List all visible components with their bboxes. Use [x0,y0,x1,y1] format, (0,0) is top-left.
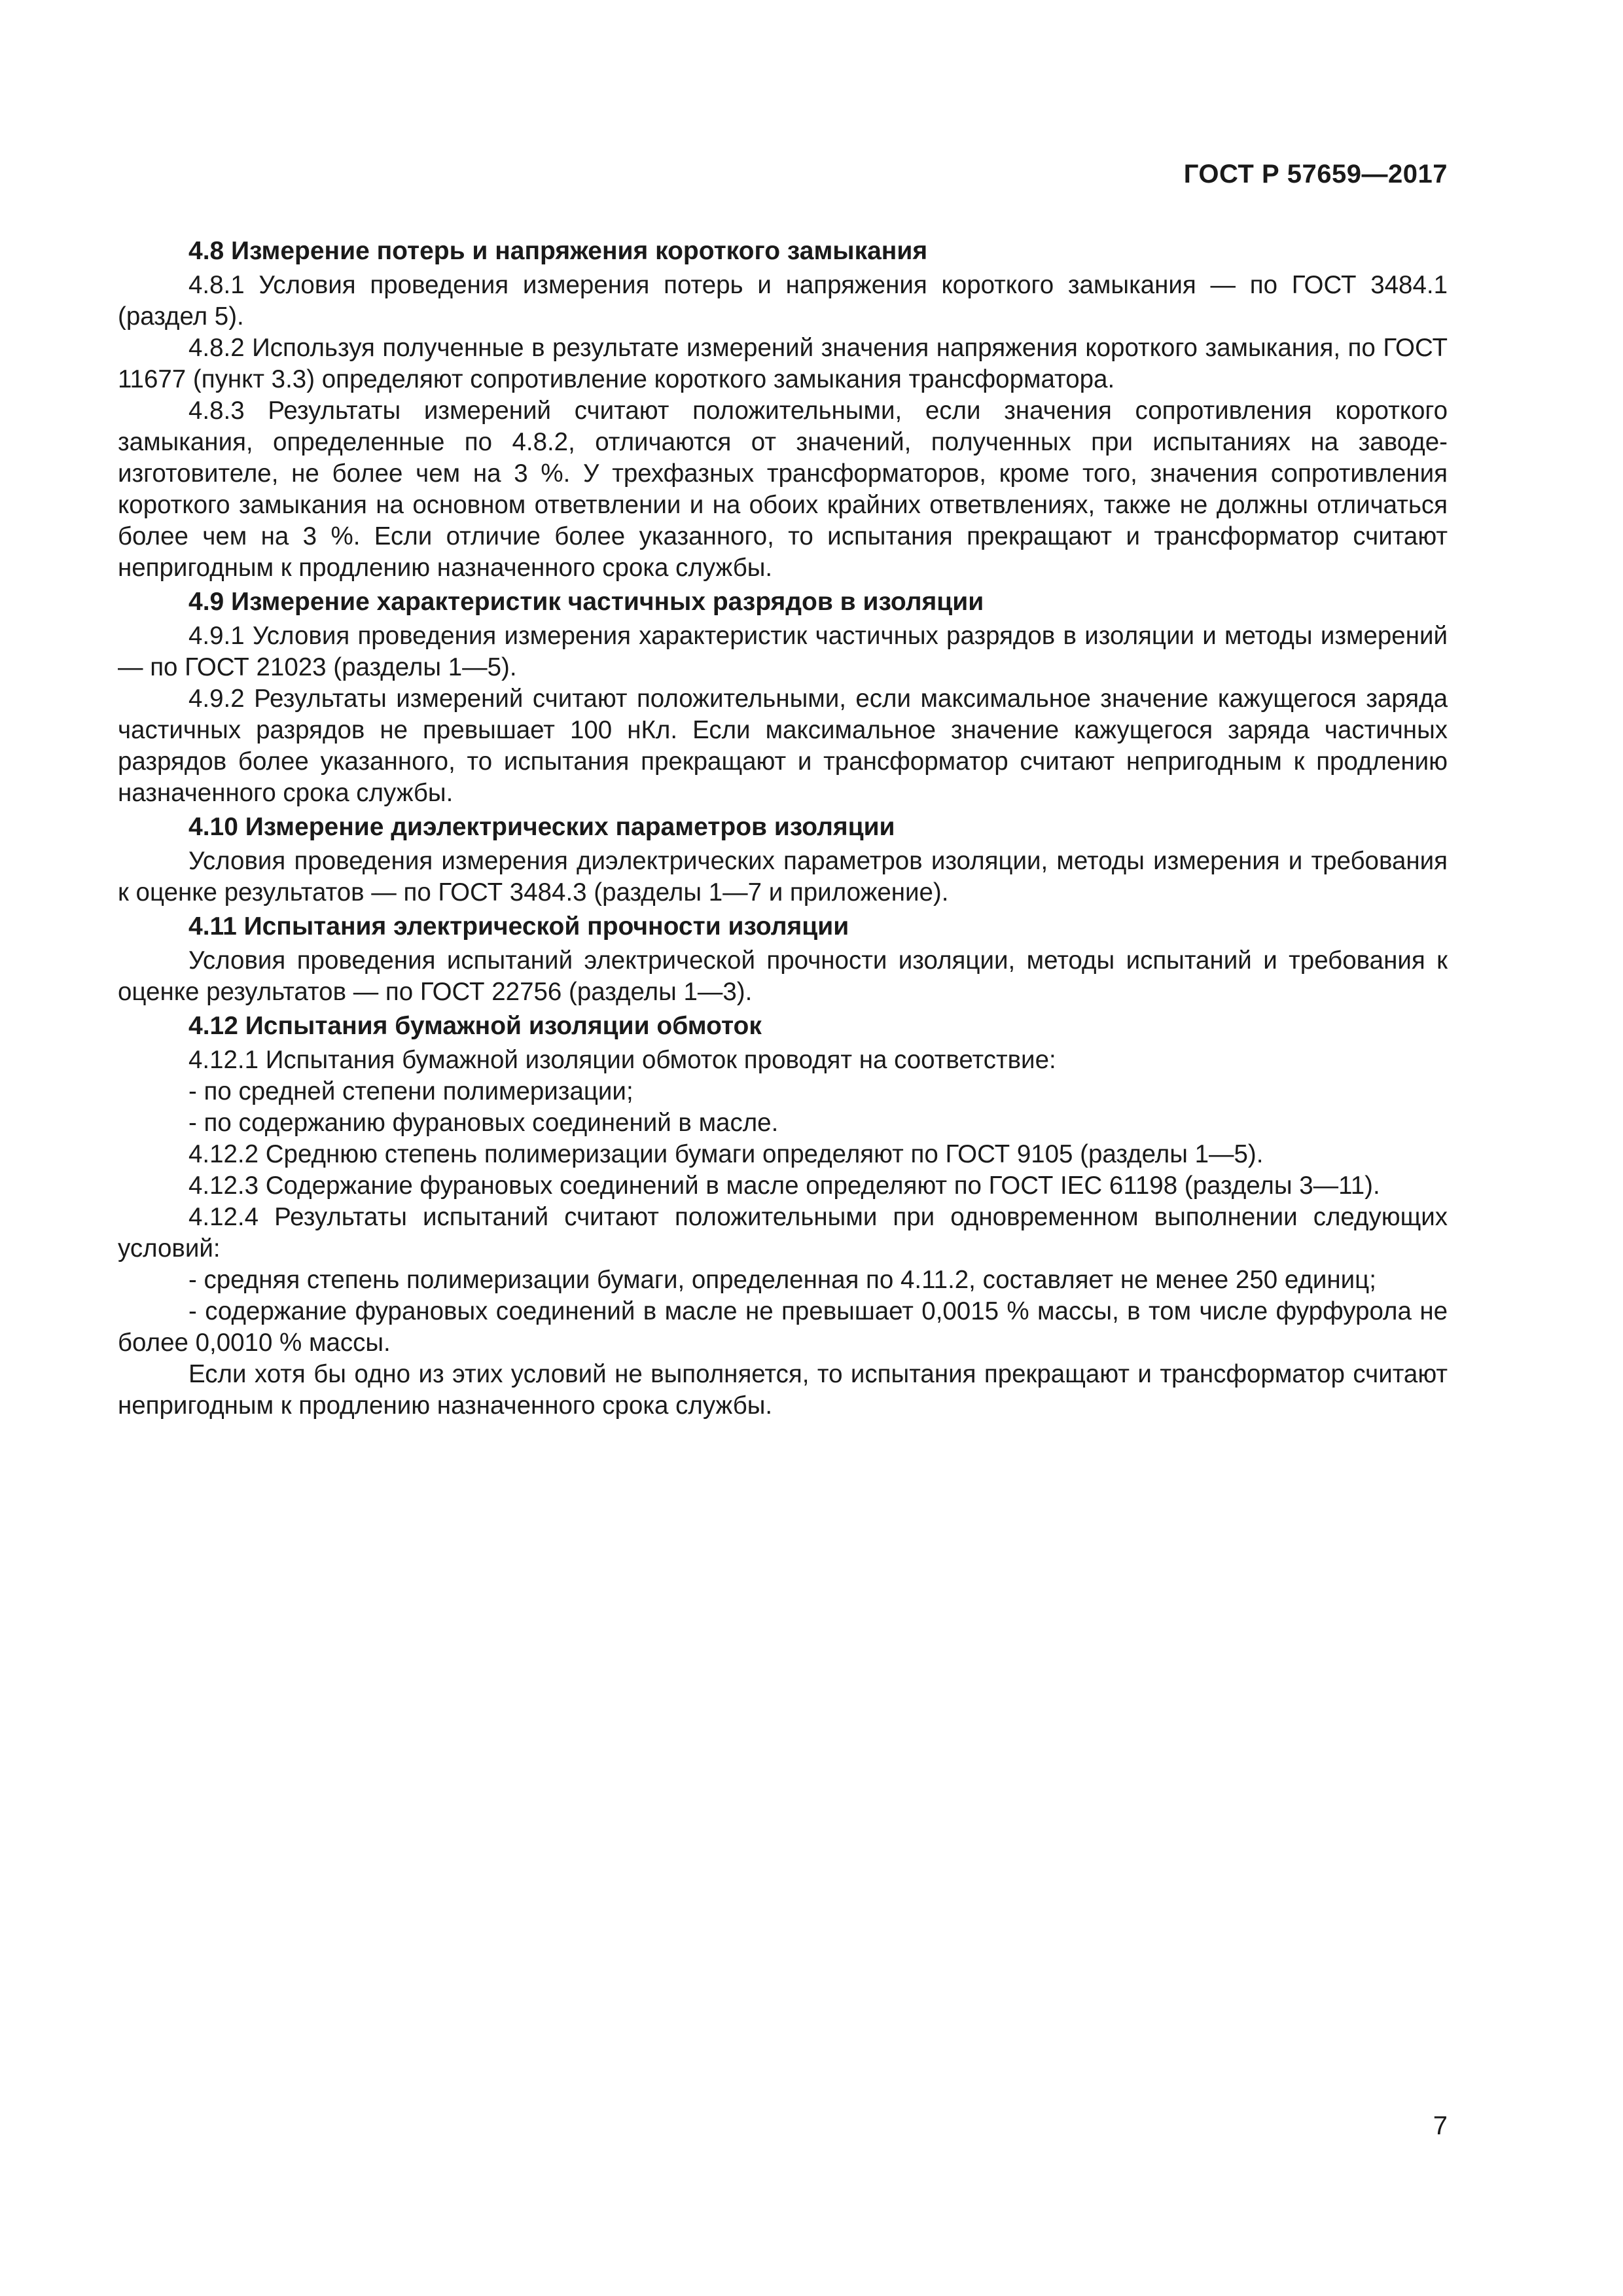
paragraph: 4.8.2 Используя полученные в результате измерений значения напряжения короткого замыкания, по ГОСТ 11677 (пункт 3.3) определяют сопротивление короткого замыкания трансформатора. [118,334,1448,393]
paragraph: 4.12.2 Среднюю степень полимеризации бумаги определяют по ГОСТ 9105 (разделы 1—5). [188,1140,1264,1168]
section-title: 4.12 Испытания бумажной изоляции обмоток [188,1012,762,1040]
paragraph: 4.12.3 Содержание фурановых соединений в масле определяют по ГОСТ IEC 61198 (разделы 3—11). [188,1172,1380,1200]
paragraph: Условия проведения испытаний электрической прочности изоляции, методы испытаний и требования к оценке результатов — по ГОСТ 22756 (разделы 1—3). [118,946,1448,1006]
section-4-8 [118,233,1448,584]
section-title: 4.9 Измерение характеристик частичных разрядов в изоляции [188,588,984,616]
section-title: 4.8 Измерение потерь и напряжения короткого замыкания [188,237,928,265]
section-4-10 [118,809,1448,908]
list-item: - содержание фурановых соединений в масле не превышает 0,0015 % массы, в том числе фурфурола не более 0,0010 % массы. [118,1297,1448,1357]
paragraph: 4.8.1 Условия проведения измерения потерь и напряжения короткого замыкания — по ГОСТ 3484.1 (раздел 5). [118,271,1448,331]
section-4-9 [118,584,1448,809]
paragraph: 4.12.4 Результаты испытаний считают положительными при одновременном выполнении следующих условий: [118,1203,1448,1263]
section-title: 4.11 Испытания электрической прочности изоляции [188,912,849,941]
list-item: - по содержанию фурановых соединений в масле. [188,1109,779,1137]
paragraph: Условия проведения измерения диэлектрических параметров изоляции, методы измерения и требования к оценке результатов — по ГОСТ 3484.3 (разделы 1—7 и приложение). [118,847,1448,906]
paragraph: 4.9.2 Результаты измерений считают положительными, если максимальное значение кажущегося заряда частичных разрядов не превышает 100 нКл. Если максимальное значение кажущегося заряда частичных разрядов более указанного, то испытания прекращают и трансформатор считают непригодным к продлению назначенного срока службы. [118,685,1448,807]
section-4-11 [118,908,1448,1008]
list-item: - средняя степень полимеризации бумаги, определенная по 4.11.2, составляет не менее 250 единиц; [188,1266,1376,1294]
document-body [118,233,1448,1422]
page-number: 7 [1433,2111,1448,2140]
list-item: - по средней степени полимеризации; [188,1077,633,1105]
paragraph: 4.8.3 Результаты измерений считают положительными, если значения сопротивления короткого замыкания, определенные по 4.8.2, отличаются от значений, полученных при испытаниях на заводе-изготовителе, не более чем на 3 %. У трехфазных трансформаторов, кроме того, значения сопротивления короткого замыкания на основном ответвлении и на обоих крайних ответвлениях, также не должны отличаться более чем на 3 %. Если отличие более указанного, то испытания прекращают и трансформатор считают непригодным к продлению назначенного срока службы. [118,397,1448,582]
paragraph: 4.9.1 Условия проведения измерения характеристик частичных разрядов в изоляции и методы измерений — по ГОСТ 21023 (разделы 1—5). [118,622,1448,681]
section-title: 4.10 Измерение диэлектрических параметров изоляции [188,813,895,841]
standard-designation: ГОСТ Р 57659—2017 [1183,160,1448,188]
section-4-12 [118,1008,1448,1422]
paragraph: Если хотя бы одно из этих условий не выполняется, то испытания прекращают и трансформатор считают непригодным к продлению назначенного срока службы. [118,1360,1448,1420]
paragraph: 4.12.1 Испытания бумажной изоляции обмоток проводят на соответствие: [188,1046,1056,1074]
